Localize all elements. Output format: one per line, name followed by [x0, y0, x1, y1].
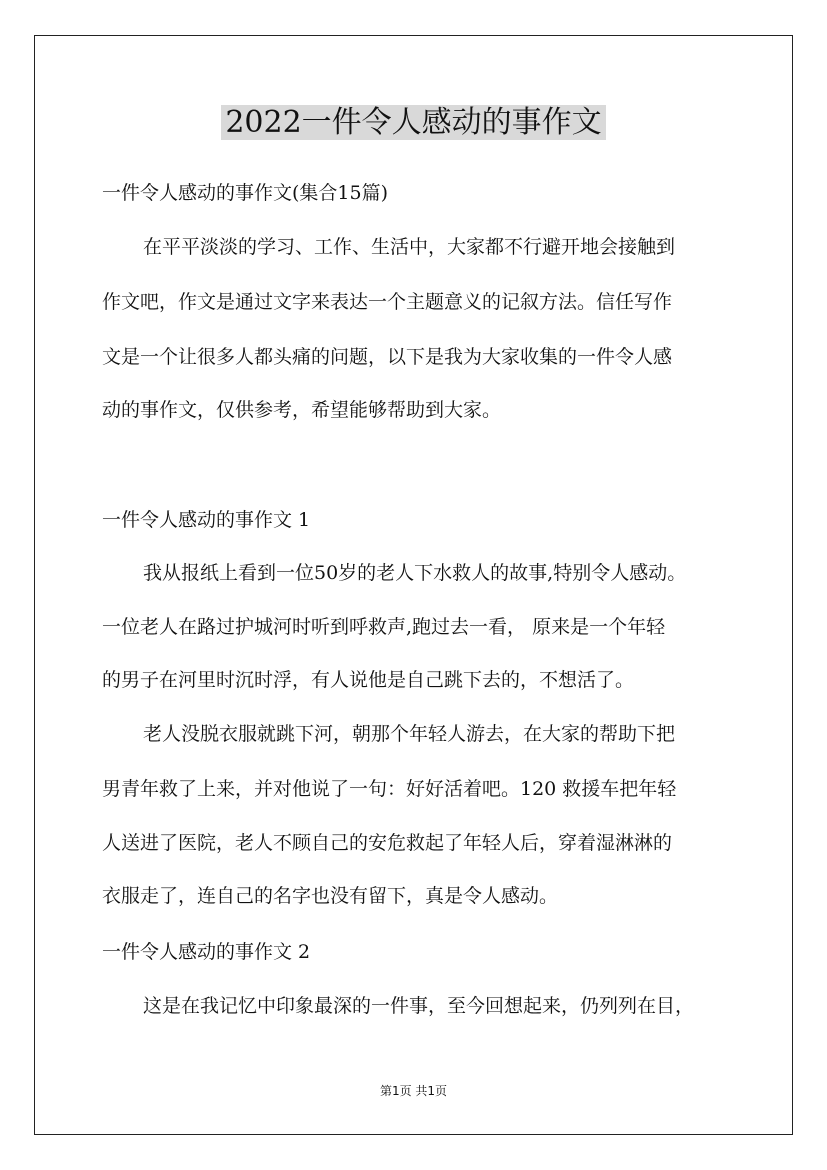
document-title-text: 2022一件令人感动的事作文 — [221, 105, 605, 140]
section-1-line: 的男子在河里时沉时浮，有人说他是自己跳下去的，不想活了。 — [102, 669, 635, 691]
intro-line: 在平平淡淡的学习、工作、生活中，大家都不行避开地会接触到 — [143, 236, 676, 258]
section-1-line: 衣服走了，连自己的名字也没有留下，真是令人感动。 — [102, 885, 559, 907]
section-1-line: 男青年救了上来，并对他说了一句：好好活着吧。120 救援车把年轻 — [102, 778, 677, 800]
intro-line: 作文吧，作文是通过文字来表达一个主题意义的记叙方法。信任写作 — [102, 291, 673, 313]
section-1-line: 我从报纸上看到一位50岁的老人下水救人的故事,特别令人感动。 — [143, 562, 687, 584]
section-1-line: 一位老人在路过护城河时听到呼救声,跑过去一看， 原来是一个年轻 — [102, 616, 666, 638]
intro-line: 动的事作文，仅供参考，希望能够帮助到大家。 — [102, 399, 502, 421]
section-1-line: 老人没脱衣服就跳下河，朝那个年轻人游去，在大家的帮助下把 — [143, 723, 676, 745]
document-title — [0, 103, 827, 143]
page-footer: 第1页 共1页 — [379, 1084, 448, 1098]
section-2-line: 这是在我记忆中印象最深的一件事，至今回想起来，仍列列在目， — [143, 995, 695, 1017]
section-1-line: 人送进了医院，老人不顾自己的安危救起了年轻人后，穿着湿淋淋的 — [102, 832, 673, 854]
section-1-title: 一件令人感动的事作文 1 — [102, 509, 311, 531]
section-2-title: 一件令人感动的事作文 2 — [102, 941, 311, 963]
document-heading: 一件令人感动的事作文(集合15篇) — [102, 182, 389, 204]
intro-line: 文是一个让很多人都头痛的问题，以下是我为大家收集的一件令人感 — [102, 346, 673, 368]
